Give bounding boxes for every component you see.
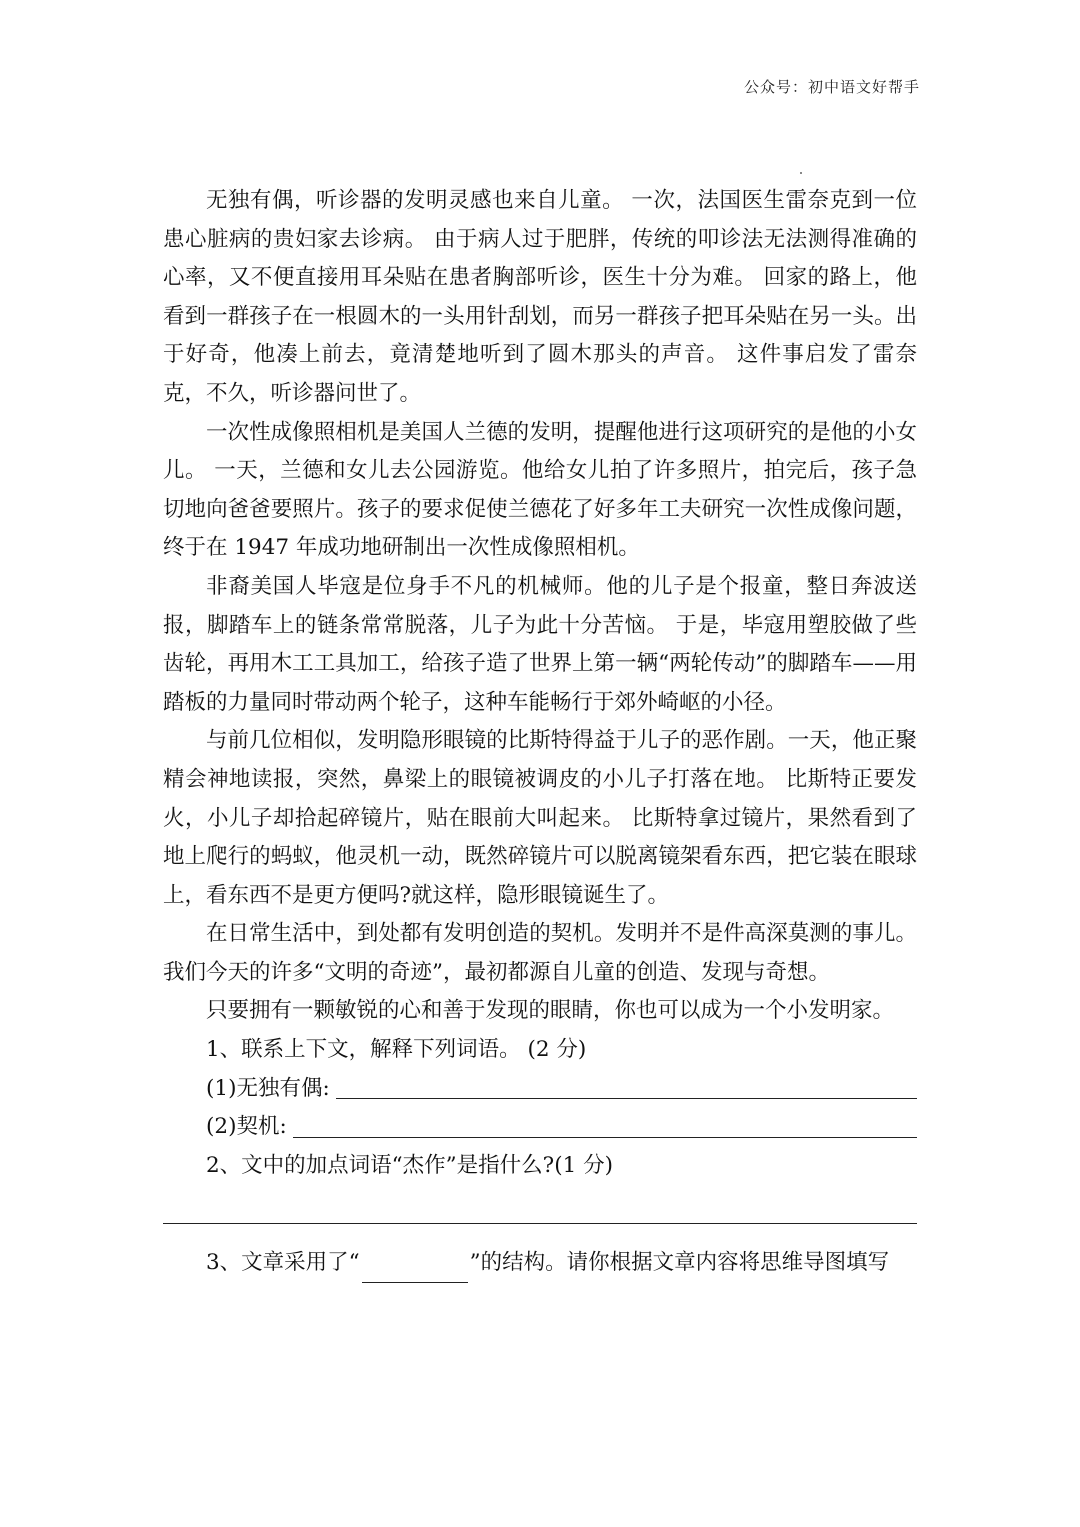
answer-blank-1b[interactable] (293, 1136, 917, 1138)
paragraph-contact-lens: 与前几位相似，发明隐形眼镜的比斯特得益于儿子的恶作剧。一天，他正聚精会神地读报，突然，鼻梁上的眼镜被调皮的小儿子打落在地。 比斯特正要发火，小儿子却拾起碎镜片，贴在眼前大叫起来。 比斯特拿过镜片，果然看到了地上爬行的蚂蚁，他灵机一动，既然碎镜片可以脱离镜架看东西，把它装在眼球上，看东西不是更方便吗?就这样，隐形眼镜诞生了。 (163, 728, 917, 908)
header-account: 公众号：初中语文好帮手 (743, 78, 920, 96)
answer-line-2[interactable] (163, 1185, 917, 1224)
question-3 (163, 1244, 917, 1283)
paragraph-bicycle: 非裔美国人毕寇是位身手不凡的机械师。他的儿子是个报童，整日奔波送报，脚踏车上的链条常常脱落，儿子为此十分苦恼。 于是，毕寇用塑胶做了些齿轮，再用木工工具加工，给孩子造了世界上第一辆“两轮传动”的脚踏车——用踏板的力量同时带动两个轮子，这种车能畅行于郊外崎岖的小径。 (163, 573, 917, 715)
answer-blank-3[interactable] (362, 1262, 468, 1283)
answer-blank-1a[interactable] (336, 1097, 917, 1099)
question-1a (163, 1070, 917, 1109)
question-2 (163, 1147, 917, 1186)
question-1a-label: (1)无独有偶: (206, 1075, 330, 1101)
question-1b (163, 1108, 917, 1147)
question-3-suffix: ”的结构。请你根据文章内容将思维导图填写 (469, 1250, 890, 1276)
question-2-text: 2、文中的加点词语“杰作”是指什么?(1 分) (206, 1152, 613, 1178)
question-1b-label: (2)契机: (206, 1114, 287, 1140)
paragraph-summary: 在日常生活中，到处都有发明创造的契机。发明并不是件高深莫测的事儿。我们今天的许多“文明的奇迹”，最初都源自儿童的创造、发现与奇想。 (163, 921, 917, 985)
paragraph-instant-camera: 一次性成像照相机是美国人兰德的发明，提醒他进行这项研究的是他的小女儿。 一天，兰德和女儿去公园游览。他给女儿拍了许多照片，拍完后，孩子急切地向爸爸要照片。孩子的要求促使兰德花了好多年工夫研究一次性成像问题，终于在 1947 年成功地研制出一次性成像照相机。 (163, 419, 917, 561)
question-1 (163, 1031, 917, 1070)
paragraph-conclusion: 只要拥有一颗敏锐的心和善于发现的眼睛，你也可以成为一个小发明家。 (206, 998, 895, 1024)
document-body (163, 182, 917, 1283)
paragraph-stethoscope: 无独有偶，听诊器的发明灵感也来自儿童。 一次，法国医生雷奈克到一位患心脏病的贵妇家去诊病。 由于病人过于肥胖，传统的叩诊法无法测得准确的心率，又不便直接用耳朵贴在患者胸部听诊，医生十分为难。 回家的路上，他看到一群孩子在一根圆木的一头用针刮划，而另一群孩子把耳朵贴在另一头。出于好奇，他凑上前去，竟清楚地听到了圆木那头的声音。 这件事启发了雷奈克，不久，听诊器问世了。 (163, 188, 917, 406)
question-3-prefix: 3、文章采用了“ (206, 1250, 360, 1276)
question-1-text: 1、联系上下文，解释下列词语。 (2 分) (206, 1037, 587, 1063)
stray-dot (800, 172, 802, 174)
